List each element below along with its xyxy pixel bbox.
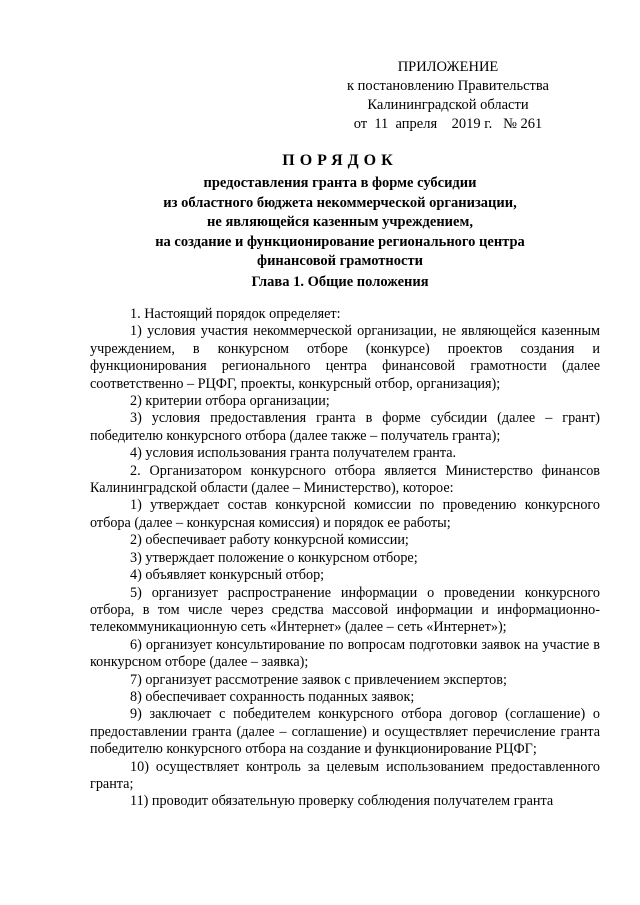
appendix-date-line: от 11 апреля 2019 г. № 261 — [353, 116, 543, 132]
chapter-title: Глава 1. Общие положения — [251, 274, 429, 290]
paragraph: 3) утверждает положение о конкурсном отборе; — [130, 549, 418, 566]
appendix-region-line: Калининградской области — [367, 97, 529, 113]
document-heading — [70, 150, 610, 272]
paragraph: 3) условия предоставления гранта в форме субсидии (далее – грант) победителю конкурсного отбора (далее также – получатель гранта); — [90, 410, 600, 444]
paragraph: 1) утверждает состав конкурсной комиссии по проведению конкурсного отбора (далее – конкурсная комиссия) и порядок ее работы; — [90, 497, 600, 531]
paragraph: 9) заключает с победителем конкурсного отбора договор (соглашение) о предоставлении гранта (далее – соглашение) и осуществляет перечисление гранта победителю конкурсного отбора на создание и функционирование РЦФГ; — [90, 706, 600, 758]
heading-line: предоставления гранта в форме субсидии — [203, 175, 477, 191]
document-title: ПОРЯДОК — [282, 152, 398, 169]
document-body — [90, 306, 600, 811]
paragraph: 10) осуществляет контроль за целевым использованием предоставленного гранта; — [90, 758, 600, 792]
paragraph: 2) критерии отбора организации; — [130, 393, 330, 410]
paragraph: 2. Организатором конкурсного отбора является Министерство финансов Калининградской области (далее – Министерство), которое: — [90, 462, 600, 497]
paragraph: 8) обеспечивает сохранность поданных заявок; — [130, 688, 415, 705]
paragraph: 11) проводит обязательную проверку соблюдения получателем гранта — [130, 793, 554, 810]
heading-line: из областного бюджета некоммерческой организации, — [163, 194, 517, 211]
heading-line: на создание и функционирование регионального центра — [155, 233, 525, 250]
paragraph: 7) организует рассмотрение заявок с привлечением экспертов; — [130, 671, 507, 688]
paragraph: 5) организует распространение информации о проведении конкурсного отбора, в том числе через средства массовой информации и информационно-телекоммуникационную сеть «Интернет» (далее – сеть «Интернет»); — [90, 584, 600, 636]
heading-line: не являющейся казенным учреждением, — [207, 214, 473, 230]
paragraph: 2) обеспечивает работу конкурсной комиссии; — [130, 532, 409, 549]
appendix-decree-line: к постановлению Правительства — [347, 78, 549, 94]
heading-line: финансовой грамотности — [257, 253, 423, 269]
paragraph: 4) объявляет конкурсный отбор; — [130, 567, 325, 584]
paragraph: 1. Настоящий порядок определяет: — [130, 306, 341, 322]
appendix-block — [298, 58, 598, 134]
paragraph: 1) условия участия некоммерческой организации, не являющейся казенным учреждением, в конкурсном отборе (конкурсе) проектов создания и функционирования регионального центра финансовой грамотности (далее соответственно – РЦФГ, проекты, конкурсный отбор, организация); — [90, 323, 600, 392]
paragraph: 6) организует консультирование по вопросам подготовки заявок на участие в конкурсном отборе (далее – заявка); — [90, 636, 600, 671]
paragraph: 4) условия использования гранта получателем гранта. — [130, 445, 457, 462]
appendix-title: ПРИЛОЖЕНИЕ — [397, 59, 499, 75]
